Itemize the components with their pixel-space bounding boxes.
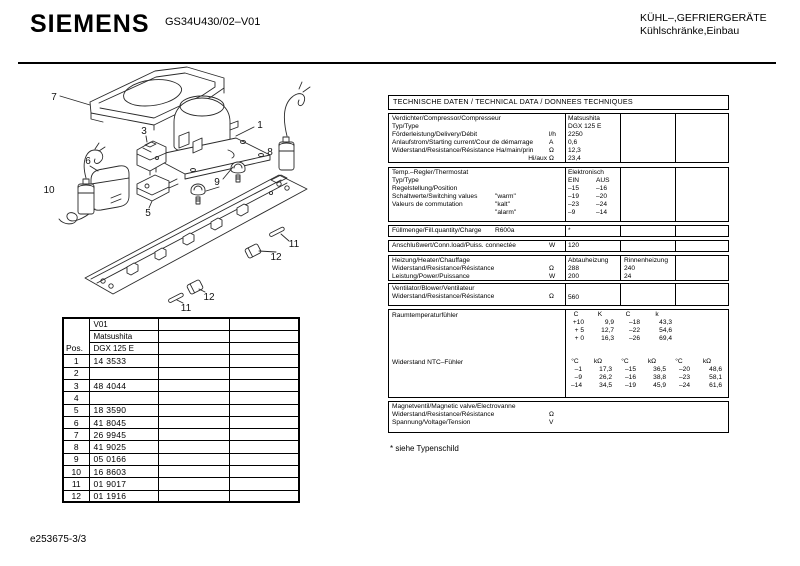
value: 200 bbox=[568, 273, 580, 280]
row-label: Leistung/Power/Puissance bbox=[392, 273, 470, 280]
appliance-category bbox=[640, 12, 767, 38]
row-label: Temp.–Regler/Thermostat bbox=[392, 169, 469, 176]
callout-12: 12 bbox=[270, 252, 282, 263]
fan-block bbox=[388, 283, 729, 306]
variant-cell: Matsushita bbox=[89, 330, 158, 342]
parts-row: 8 41 9025 bbox=[63, 441, 299, 453]
parts-row: 3 48 4044 bbox=[63, 379, 299, 391]
row-unit: A bbox=[549, 139, 554, 146]
room-sensor-values: C K C k +10 9,9 –18 43,3 + 5 12,7 –22 54,6 + 0 16,3 –26 69,4 bbox=[572, 311, 672, 342]
callout-11b: 11 bbox=[180, 303, 192, 314]
compressor-block bbox=[388, 113, 729, 163]
value: –19 bbox=[568, 193, 580, 200]
switch-drawing bbox=[137, 175, 178, 208]
value: 2250 bbox=[568, 131, 583, 138]
parts-row: 7 26 9945 bbox=[63, 429, 299, 441]
row-label: Heizung/Heater/Chauffage bbox=[392, 257, 470, 264]
connected-load-block bbox=[388, 240, 729, 252]
row-unit: Ω bbox=[549, 293, 554, 300]
pos-header-cell: Pos. bbox=[63, 318, 89, 355]
value: –14 bbox=[596, 209, 608, 216]
value: 120 bbox=[568, 242, 580, 249]
thermostat-block bbox=[388, 167, 729, 222]
parts-row: 5 18 3590 bbox=[63, 404, 299, 416]
value: AUS bbox=[596, 177, 610, 184]
row-label: Anlaufstrom/Starting current/Cour de démarrage bbox=[392, 139, 534, 146]
row-label: Füllmenge/Fill.quantity/Charge bbox=[392, 227, 482, 234]
parts-row: 6 41 8045 bbox=[63, 416, 299, 428]
callout-9: 9 bbox=[214, 177, 220, 188]
model-number: GS34U430/02–V01 bbox=[165, 16, 261, 28]
value: 24 bbox=[624, 273, 632, 280]
value: –16 bbox=[596, 185, 608, 192]
parts-header-row-3 bbox=[63, 343, 299, 355]
row-label: Valeurs de commutation bbox=[392, 201, 463, 208]
parts-header-row-1 bbox=[63, 318, 299, 330]
row-label: Regelstellung/Position bbox=[392, 185, 458, 192]
value: 240 bbox=[624, 265, 636, 272]
parts-row: 9 05 0166 bbox=[63, 453, 299, 465]
row-label: Ventilator/Blower/Ventilateur bbox=[392, 285, 475, 292]
value: 0,6 bbox=[568, 139, 578, 146]
row-label: Förderleistung/Delivery/Débit bbox=[392, 131, 478, 138]
callout-5: 5 bbox=[145, 208, 151, 219]
row-unit: W bbox=[549, 242, 556, 249]
callout-10: 10 bbox=[43, 185, 55, 196]
ntc-sensor-values: °C kΩ °C kΩ °C kΩ –1 17,3 –15 36,5 –20 48,6 –9 26,2 –16 38,8 –23 58,1 –14 34,5 –19 45,9 –24 61,6 bbox=[570, 358, 722, 389]
row-label: Hi/aux bbox=[528, 155, 547, 162]
value: * bbox=[568, 227, 571, 234]
value: 23,4 bbox=[568, 155, 581, 162]
value: Matsushita bbox=[568, 115, 600, 122]
row-unit: W bbox=[549, 273, 556, 280]
row-label: Typ/Type bbox=[392, 123, 419, 130]
charge-block bbox=[388, 225, 729, 237]
relay-drawing bbox=[137, 136, 166, 175]
row-label: Widerstand/Resistance/Résistance bbox=[392, 293, 495, 300]
technical-data-title: TECHNISCHE DATEN / TECHNICAL DATA / DONNEES TECHNIQUES bbox=[388, 95, 729, 110]
parts-exploded-diagram bbox=[33, 62, 378, 317]
row-label: Spannung/Voltage/Tension bbox=[392, 419, 471, 426]
callout-12b: 12 bbox=[203, 292, 215, 303]
type-plate-footnote: * siehe Typenschild bbox=[390, 444, 459, 453]
heater-name: Abtauheizung bbox=[568, 257, 609, 264]
magnet-valve-block bbox=[388, 401, 729, 433]
callout-11: 11 bbox=[288, 239, 300, 250]
parts-row: 10 16 8603 bbox=[63, 466, 299, 478]
heater-name: Rinnenheizung bbox=[624, 257, 668, 264]
row-unit: Ω bbox=[549, 265, 554, 272]
value: 288 bbox=[568, 265, 580, 272]
sensor-block bbox=[388, 309, 729, 398]
row-label: Widerstand/Resistance/Résistance bbox=[392, 411, 495, 418]
parts-header-row-2 bbox=[63, 330, 299, 342]
callout-7: 7 bbox=[51, 92, 57, 103]
ntc-sensor-label: Widerstand NTC–Fühler bbox=[392, 359, 464, 366]
row-qualifier: "kalt" bbox=[495, 201, 510, 208]
value: DGX 125 E bbox=[568, 123, 602, 130]
row-unit: V bbox=[549, 419, 554, 426]
refrigerant-type: R600a bbox=[495, 227, 515, 234]
row-unit: Ω bbox=[549, 147, 554, 154]
callout-3: 3 bbox=[141, 126, 147, 137]
row-qualifier: "warm" bbox=[495, 193, 516, 200]
variant-cell: V01 bbox=[89, 318, 158, 330]
row-label: Widerstand/Resistance/Résistance Ha/main/prin bbox=[392, 147, 534, 154]
value: Elektronisch bbox=[568, 169, 604, 176]
row-qualifier: "alarm" bbox=[495, 209, 517, 216]
row-label: Verdichter/Compressor/Compresseur bbox=[392, 115, 501, 122]
siemens-logo: SIEMENS bbox=[30, 10, 150, 38]
row-unit: Ω bbox=[549, 155, 554, 162]
parts-row: 4 bbox=[63, 392, 299, 404]
category-line-2: Kühlschränke,Einbau bbox=[640, 25, 740, 37]
callout-1: 1 bbox=[257, 120, 263, 131]
callout-6: 6 bbox=[85, 156, 91, 167]
row-label: Magnetventil/Magnetic valve/Electrovanne bbox=[392, 403, 516, 410]
value: –9 bbox=[568, 209, 576, 216]
row-label: Anschlußwert/Conn.load/Puiss. connectée bbox=[392, 242, 516, 249]
variant-cell: DGX 125 E bbox=[89, 343, 158, 355]
row-unit: l/h bbox=[549, 131, 556, 138]
room-sensor-label: Raumtemperaturfühler bbox=[392, 312, 458, 319]
value: –23 bbox=[568, 201, 580, 208]
heater-block bbox=[388, 255, 729, 281]
value: EIN bbox=[568, 177, 579, 184]
row-label: Typ/Type bbox=[392, 177, 419, 184]
parts-table bbox=[62, 317, 300, 503]
value: –15 bbox=[568, 185, 580, 192]
capacitor-right-drawing bbox=[279, 82, 310, 170]
value: –24 bbox=[596, 201, 608, 208]
callout-8: 8 bbox=[267, 147, 273, 158]
value: –20 bbox=[596, 193, 608, 200]
row-label: Schaltwerte/Switching values bbox=[392, 193, 478, 200]
category-line-1: KÜHL–,GEFRIERGERÄTE bbox=[640, 12, 767, 24]
parts-row: 2 bbox=[63, 367, 299, 379]
document-number: e253675-3/3 bbox=[30, 534, 87, 545]
row-unit: Ω bbox=[549, 411, 554, 418]
parts-row: 12 01 1916 bbox=[63, 490, 299, 502]
value: 560 bbox=[568, 294, 580, 301]
parts-row: 1 14 3533 bbox=[63, 355, 299, 367]
value: 12,3 bbox=[568, 147, 581, 154]
row-label: Widerstand/Resistance/Résistance bbox=[392, 265, 495, 272]
parts-row: 11 01 9017 bbox=[63, 478, 299, 490]
